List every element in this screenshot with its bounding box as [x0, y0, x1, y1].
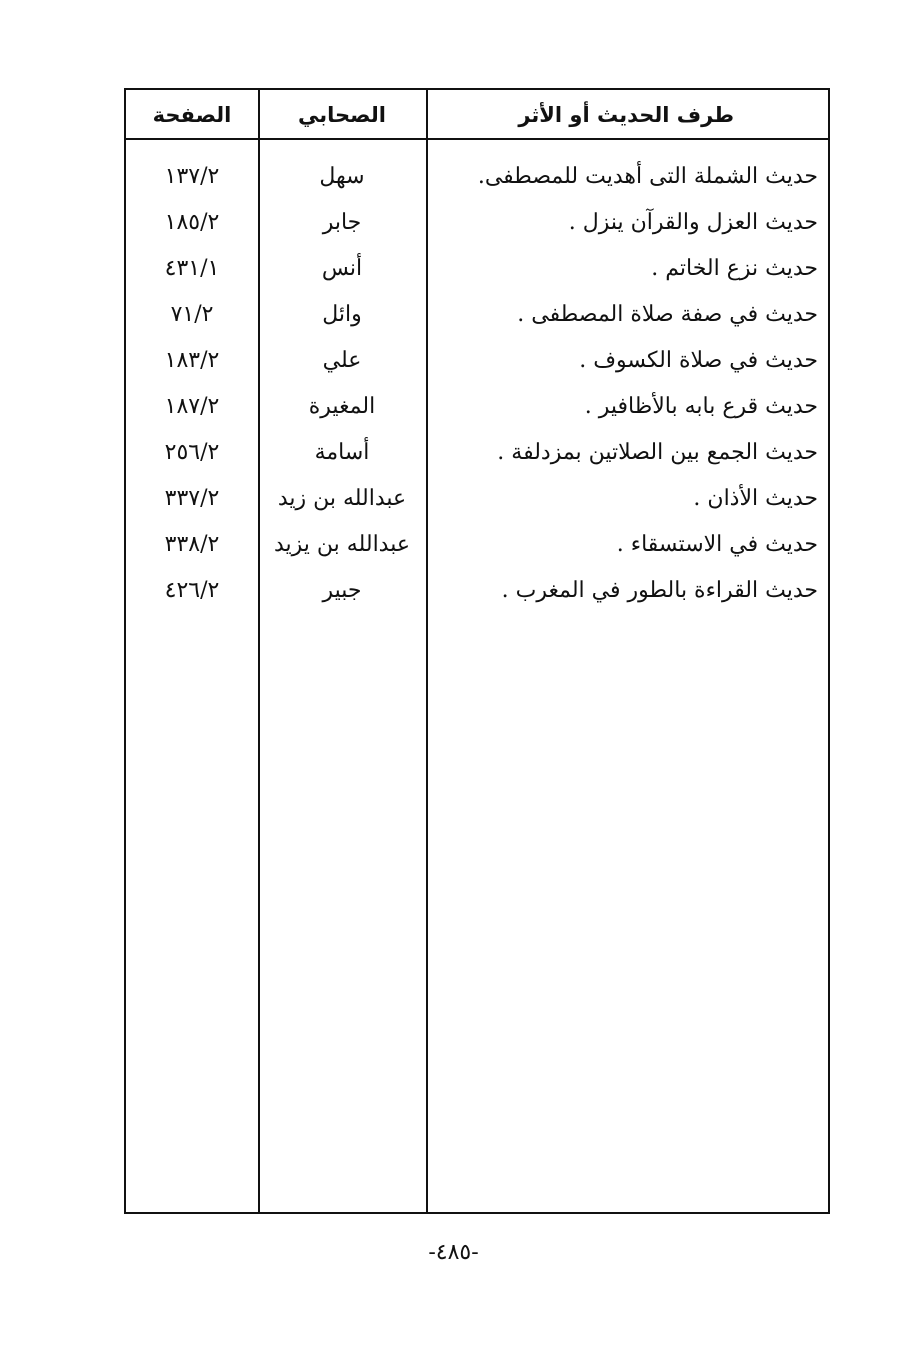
hadith-cell: حديث الجمع بين الصلاتين بمزدلفة . [497, 440, 818, 465]
header-page: الصفحة [152, 103, 232, 127]
table-row [126, 568, 828, 614]
table-row [126, 154, 828, 200]
header-companion: الصحابي [298, 103, 386, 127]
table-row [126, 384, 828, 430]
hadith-cell: حديث في صلاة الكسوف . [579, 348, 818, 373]
page-ref-cell: ١٨٣/٢ [164, 348, 220, 373]
table-row [126, 292, 828, 338]
table-row [126, 338, 828, 384]
hadith-cell: حديث العزل والقرآن ينزل . [568, 210, 818, 235]
hadith-cell: حديث نزع الخاتم . [651, 256, 818, 281]
page-ref-cell: ١٨٧/٢ [164, 394, 220, 419]
page-ref-cell: ٣٣٨/٢ [164, 532, 220, 557]
companion-cell: وائل [322, 302, 362, 327]
hadith-cell: حديث في صفة صلاة المصطفى . [517, 302, 818, 327]
header-hadith: طرف الحديث أو الأثر [518, 103, 734, 127]
page-ref-cell: ٣٣٧/٢ [164, 486, 220, 511]
header-hadith-cell [426, 98, 830, 132]
hadith-cell: حديث في الاستسقاء . [616, 532, 818, 557]
page-ref-cell: ١٨٥/٢ [164, 210, 220, 235]
table-row [126, 522, 828, 568]
table-row [126, 246, 828, 292]
page-ref-cell: ٧١/٢ [170, 302, 214, 327]
page-number: -٤٨٥- [428, 1240, 479, 1265]
companion-cell: علي [322, 348, 362, 373]
hadith-cell: حديث الأذان . [693, 486, 818, 511]
hadith-cell: حديث الشملة التى أهديت للمصطفى. [477, 164, 818, 189]
companion-cell: أنس [321, 256, 363, 281]
page-ref-cell: ٤٣١/١ [164, 256, 220, 281]
hadith-cell: حديث القراءة بالطور في المغرب . [501, 578, 818, 603]
page-ref-cell: ١٣٧/٢ [164, 164, 220, 189]
companion-cell: سهل [319, 164, 365, 189]
table-row [126, 430, 828, 476]
companion-cell: المغيرة [308, 394, 376, 419]
hadith-cell: حديث قرع بابه بالأظافير . [584, 394, 818, 419]
page-ref-cell: ٢٥٦/٢ [164, 440, 220, 465]
companion-cell: أسامة [314, 440, 370, 465]
table-row [126, 476, 828, 522]
hadith-index-table [124, 88, 830, 1214]
companion-cell: جابر [322, 210, 362, 235]
table-body [126, 154, 828, 614]
companion-cell: جبير [322, 578, 362, 603]
page-ref-cell: ٤٢٦/٢ [164, 578, 220, 603]
companion-cell: عبدالله بن يزيد [274, 532, 410, 557]
table-row [126, 200, 828, 246]
header-divider [126, 138, 828, 140]
companion-cell: عبدالله بن زيد [277, 486, 407, 511]
